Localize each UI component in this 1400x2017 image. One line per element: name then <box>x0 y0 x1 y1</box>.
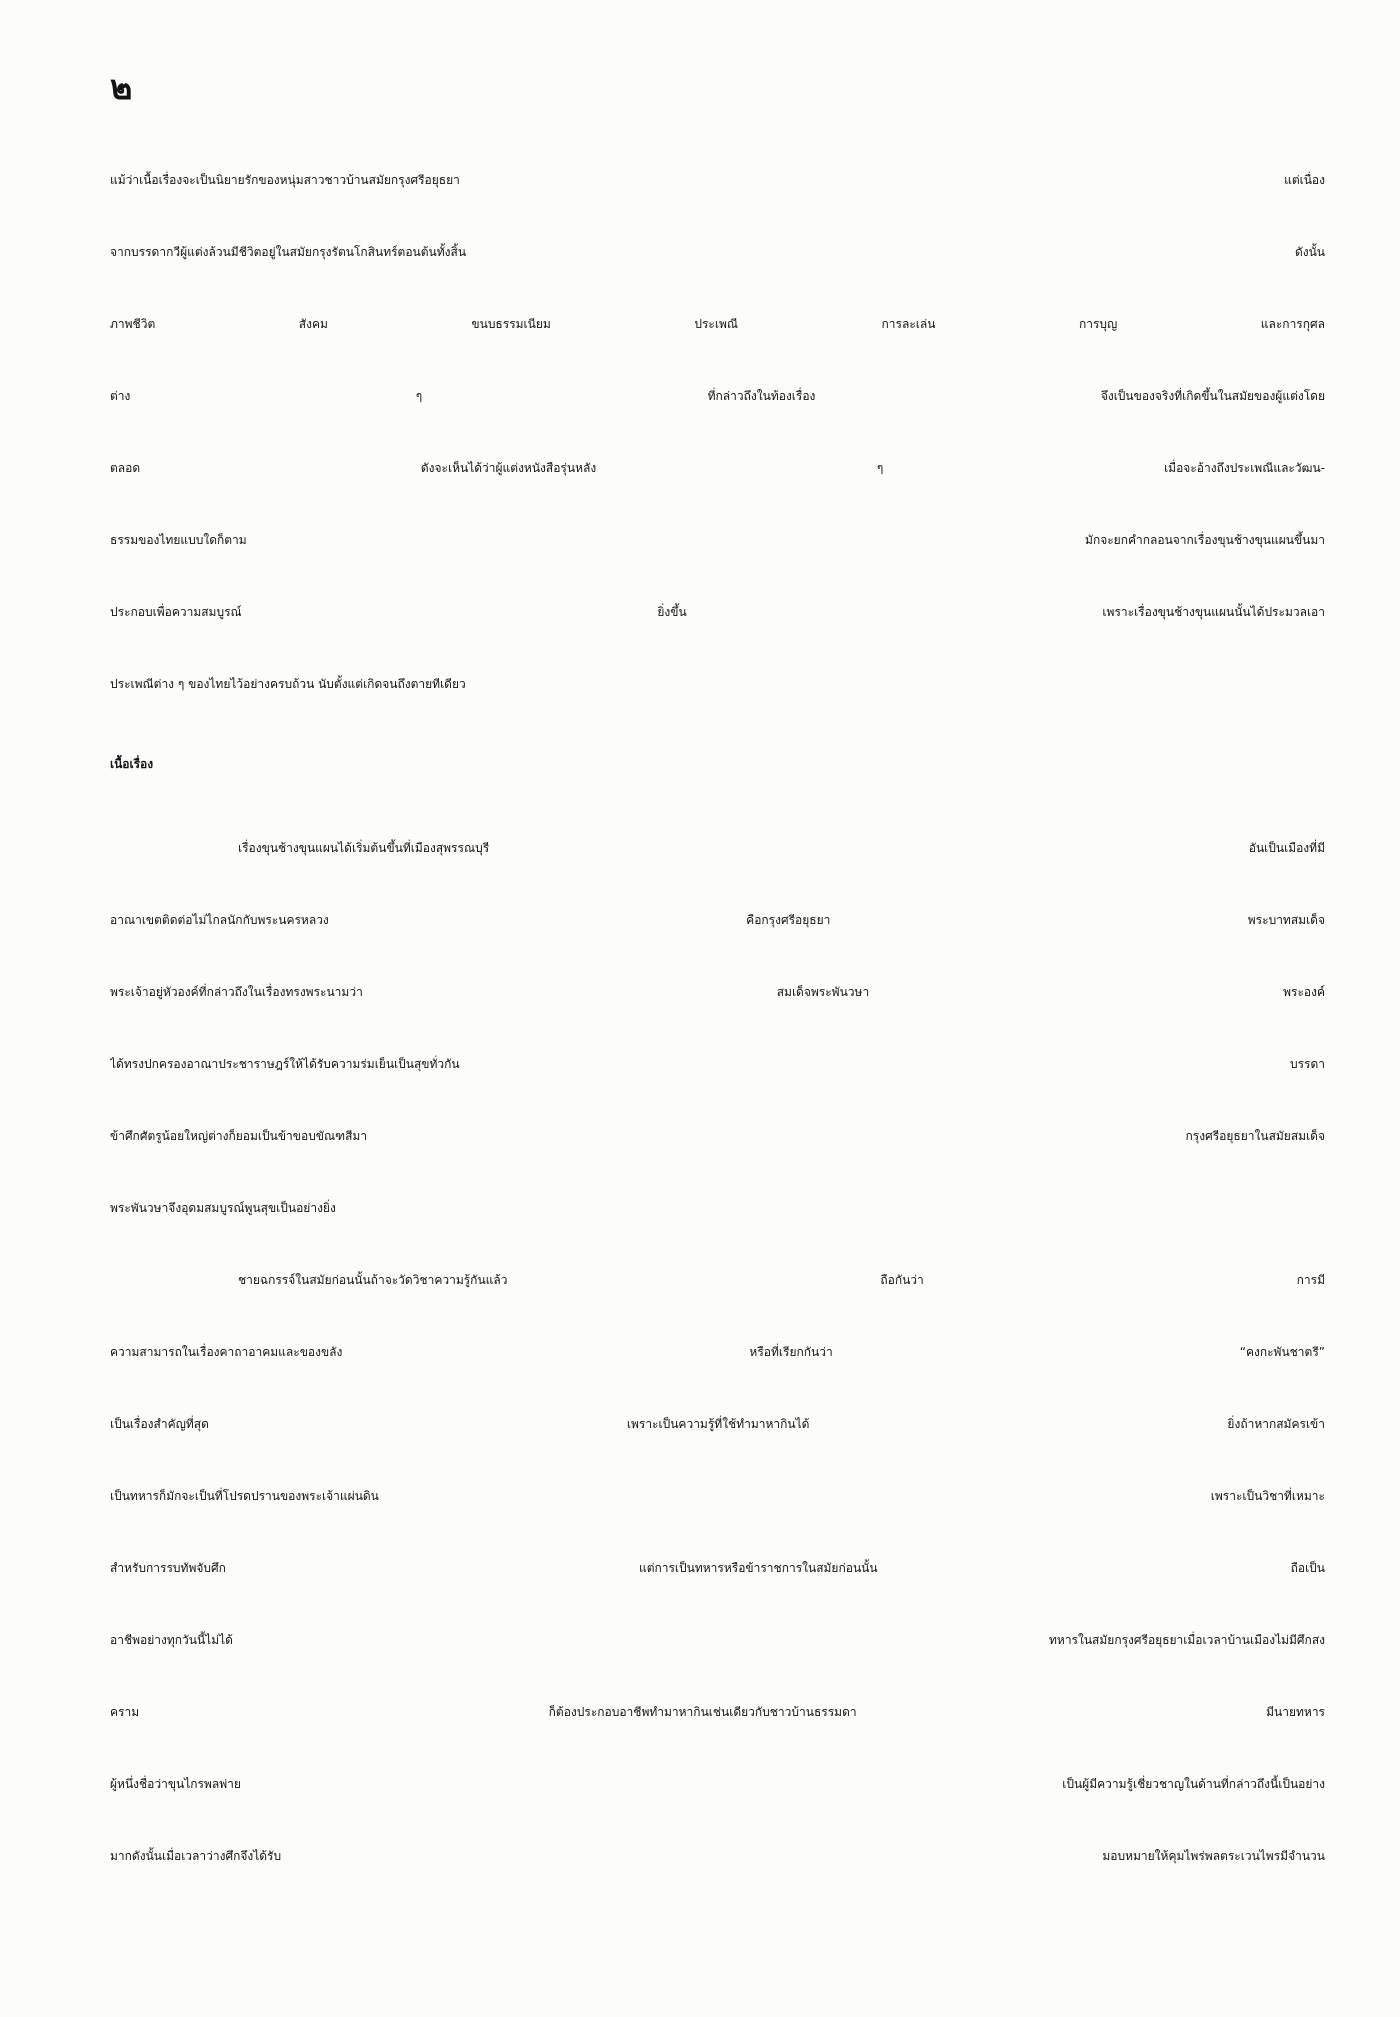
page-number: ๒ <box>110 68 133 108</box>
text-line: เป็นทหารก็มักจะเป็นที่โปรดปรานของพระเจ้าแผ่นดิน เพราะเป็นวิชาที่เหมาะ <box>110 1489 1325 1503</box>
text-line: ผู้หนึ่งชื่อว่าขุนไกรพลพ่าย เป็นผู้มีความรู้เชี่ยวชาญในด้านที่กล่าวถึงนี้เป็นอย่าง <box>110 1777 1325 1791</box>
text-line: ภาพชีวิต สังคม ขนบธรรมเนียม ประเพณี การละเล่น การบุญ และการกุศล <box>110 317 1325 331</box>
text-line: เป็นเรื่องสำคัญที่สุด เพราะเป็นความรู้ที่ใช้ทำมาหากินได้ ยิ่งถ้าหากสมัครเข้า <box>110 1417 1325 1431</box>
text-line: มากดังนั้นเมื่อเวลาว่างศึกจึงได้รับ มอบหมายให้คุมไพร่พลตระเวนไพรมีจำนวน <box>110 1849 1325 1863</box>
text-line: ต่าง ๆ ที่กล่าวถึงในท้องเรื่อง จึงเป็นของจริงที่เกิดขึ้นในสมัยของผู้แต่งโดย <box>110 389 1325 403</box>
section-heading: เนื้อเรื่อง <box>110 757 154 771</box>
intro-paragraph <box>110 144 1325 720</box>
text-line: พระพันวษาจึงอุดมสมบูรณ์พูนสุขเป็นอย่างยิ่ง <box>110 1201 336 1215</box>
text-line: แม้ว่าเนื้อเรื่องจะเป็นนิยายรักของหนุ่มสาวชาวบ้านสมัยกรุงศรีอยุธยา แต่เนื่อง <box>110 173 1325 187</box>
text-column <box>110 144 1325 1892</box>
text-line: ประเพณีต่าง ๆ ของไทยไว้อย่างครบถ้วน นับตั้งแต่เกิดจนถึงตายทีเดียว <box>110 677 466 691</box>
text-line: จากบรรดากวีผู้แต่งล้วนมีชีวิตอยู่ในสมัยกรุงรัตนโกสินทร์ตอนต้นทั้งสิ้น ดังนั้น <box>110 245 1325 259</box>
text-line: ธรรมของไทยแบบใดก็ตาม มักจะยกคำกลอนจากเรื่องขุนช้างขุนแผนขึ้นมา <box>110 533 1325 547</box>
text-line: ได้ทรงปกครองอาณาประชาราษฎร์ให้ได้รับความร่มเย็นเป็นสุขทั่วกัน บรรดา <box>110 1057 1325 1071</box>
text-line: ชายฉกรรจ์ในสมัยก่อนนั้นถ้าจะวัดวิชาความรู้กันแล้ว ถือกันว่า การมี <box>238 1273 1325 1287</box>
text-line: อาชีพอย่างทุกวันนี้ไม่ได้ ทหารในสมัยกรุงศรีอยุธยาเมื่อเวลาบ้านเมืองไม่มีศึกสง <box>110 1633 1325 1647</box>
text-line: เรื่องขุนช้างขุนแผนได้เริ่มต้นขึ้นที่เมืองสุพรรณบุรี อันเป็นเมืองที่มี <box>238 841 1325 855</box>
text-line: ความสามารถในเรื่องคาถาอาคมและของขลัง หรือที่เรียกกันว่า “คงกะพันชาตรี” <box>110 1345 1325 1359</box>
text-line: คราม ก็ต้องประกอบอาชีพทำมาหากินเช่นเดียวกับชาวบ้านธรรมดา มีนายทหาร <box>110 1705 1325 1719</box>
body-paragraph-2 <box>110 1244 1325 1892</box>
text-line: พระเจ้าอยู่หัวองค์ที่กล่าวถึงในเรื่องทรงพระนามว่า สมเด็จพระพันวษา พระองค์ <box>110 985 1325 999</box>
text-line: อาณาเขตติดต่อไม่ไกลนักกับพระนครหลวง คือกรุงศรีอยุธยา พระบาทสมเด็จ <box>110 913 1325 927</box>
text-line: ข้าศึกศัตรูน้อยใหญ่ต่างก็ยอมเป็นข้าขอบขัณฑสีมา กรุงศรีอยุธยาในสมัยสมเด็จ <box>110 1129 1325 1143</box>
body-paragraph-1 <box>110 812 1325 1244</box>
text-line: ตลอด ดังจะเห็นได้ว่าผู้แต่งหนังสือรุ่นหลัง ๆ เมื่อจะอ้างถึงประเพณีและวัฒน- <box>110 461 1325 475</box>
text-line: สำหรับการรบทัพจับศึก แต่การเป็นทหารหรือข้าราชการในสมัยก่อนนั้น ถือเป็น <box>110 1561 1325 1575</box>
text-line: ประกอบเพื่อความสมบูรณ์ ยิ่งขึ้น เพราะเรื่องขุนช้างขุนแผนนั้นได้ประมวลเอา <box>110 605 1325 619</box>
